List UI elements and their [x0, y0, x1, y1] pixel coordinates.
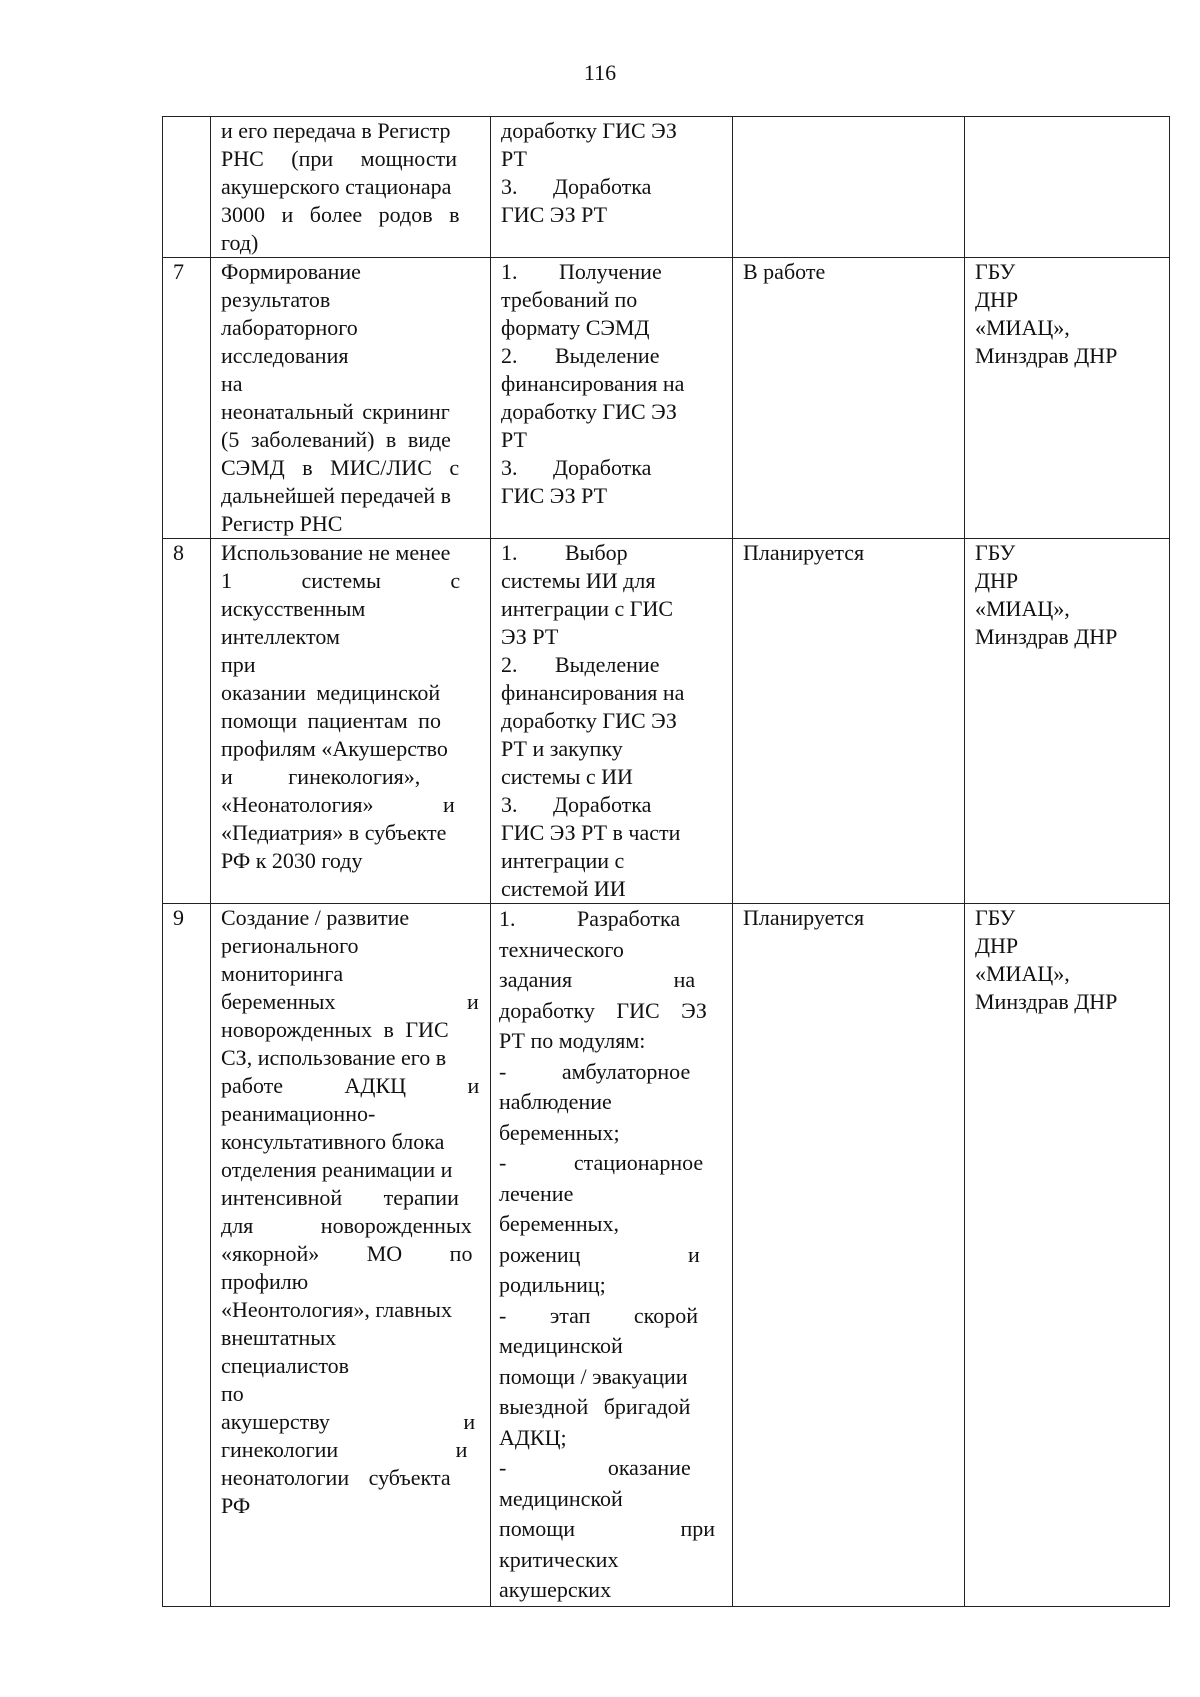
steps-line: акушерских [499, 1577, 612, 1602]
status-cell: Планируется [733, 904, 965, 1607]
task-line: работе АДКЦ и [221, 1073, 480, 1098]
steps-line: беременных; [499, 1119, 620, 1145]
measures-table [162, 116, 1170, 1607]
table-row [163, 904, 1170, 1607]
steps-line: родильниц; [499, 1272, 606, 1297]
task-line: акушерству и [221, 1409, 476, 1434]
steps-line: системы с ИИ [501, 764, 633, 789]
task-line: СЭМД в МИС/ЛИС с [221, 455, 460, 480]
task-line: дальнейшей передачей в [221, 483, 452, 508]
task-line: и гинекология», [221, 764, 421, 789]
task-line: беременных и [221, 989, 479, 1014]
executor-line: ГБУ ДНР [975, 259, 1019, 312]
steps-line: 3. Доработка [501, 455, 652, 480]
task-line: помощи пациентам по [221, 708, 441, 733]
steps-line: - амбулаторное [499, 1058, 691, 1084]
steps-line: РТ [501, 146, 527, 171]
task-line: акушерского стационара [221, 174, 452, 199]
steps-line: ГИС ЭЗ РТ [501, 483, 608, 508]
steps-line: помощи / эвакуации [499, 1363, 688, 1389]
task-line: специалистов по [221, 1353, 350, 1406]
task-line: профилю [221, 1269, 309, 1294]
steps-cell [491, 904, 733, 1607]
page-number: 116 [583, 60, 617, 85]
task-line: «Педиатрия» в субъекте [221, 820, 447, 845]
steps-line: 2. Выделение [501, 652, 660, 677]
task-line: реанимационно- [221, 1101, 376, 1126]
task-line: отделения реанимации и [221, 1157, 453, 1182]
task-line: Регистр РНС [221, 511, 343, 536]
table-row [163, 258, 1170, 539]
executor-line: «МИАЦ», [975, 961, 1070, 986]
task-line: искусственным [221, 596, 366, 621]
steps-line: рожениц и [499, 1241, 700, 1267]
steps-line: медицинской [499, 1485, 623, 1511]
row-number [163, 117, 211, 258]
steps-line: - стационарное [499, 1150, 704, 1175]
row-number: 8 [163, 539, 211, 904]
steps-line: системой ИИ [501, 876, 626, 901]
steps-line: интеграции с [501, 848, 625, 873]
executor-line: ГБУ ДНР [975, 905, 1019, 958]
task-line: Создание / развитие [221, 905, 410, 930]
task-line: консультативного блока [221, 1129, 445, 1154]
task-line: интеллектом при [221, 624, 340, 677]
steps-line: 3. Доработка [501, 174, 652, 199]
status-cell: Планируется [733, 539, 965, 904]
steps-line: 3. Доработка [501, 792, 652, 817]
task-line: «якорной» МО по [221, 1241, 473, 1266]
task-line: для новорожденных [221, 1213, 472, 1238]
steps-line: ГИС ЭЗ РТ [501, 202, 608, 227]
steps-line: технического [499, 936, 624, 962]
steps-line: финансирования на [501, 680, 685, 705]
steps-line: финансирования на [501, 371, 685, 396]
task-line: интенсивной терапии [221, 1185, 459, 1210]
steps-line: 1. Выбор [501, 540, 628, 565]
task-line: 1 системы с [221, 568, 461, 593]
steps-line: АДКЦ; [499, 1424, 567, 1450]
steps-line: формату СЭМД [501, 315, 650, 340]
task-line: оказании медицинской [221, 680, 441, 705]
steps-line: 1. Разработка [499, 906, 681, 931]
executor-cell [965, 539, 1170, 904]
task-line: профилям «Акушерство [221, 736, 448, 761]
executor-line: Минздрав ДНР [975, 343, 1118, 368]
steps-line: ГИС ЭЗ РТ в части [501, 820, 681, 845]
task-cell [211, 117, 491, 258]
steps-line: беременных, [499, 1211, 619, 1236]
executor-line: ГБУ ДНР [975, 540, 1019, 593]
steps-line: системы ИИ для [501, 568, 656, 593]
steps-line: доработку ГИС ЭЗ [501, 708, 677, 733]
task-line: результатов [221, 287, 331, 312]
executor-cell [965, 117, 1170, 258]
task-cell [211, 539, 491, 904]
task-line: внештатных [221, 1325, 337, 1350]
task-line: «Неонатология» и [221, 792, 455, 817]
task-line: лабораторного [221, 315, 358, 340]
steps-line: РТ [501, 427, 527, 452]
steps-cell [491, 117, 733, 258]
task-line: Использование не менее [221, 540, 451, 565]
task-line: исследования на [221, 343, 349, 396]
task-line: РФ к 2030 году [221, 848, 363, 873]
task-cell [211, 258, 491, 539]
task-line: новорожденных в ГИС [221, 1017, 449, 1042]
steps-line: лечение [499, 1180, 574, 1206]
steps-line: выездной бригадой [499, 1394, 691, 1419]
task-line: неонатологии субъекта [221, 1465, 451, 1490]
steps-line: РТ по модулям: [499, 1028, 646, 1053]
steps-line: наблюдение [499, 1089, 612, 1114]
status-cell: В работе [733, 258, 965, 539]
task-line: (5 заболеваний) в виде [221, 427, 451, 452]
steps-line: задания на [499, 967, 696, 992]
task-line: мониторинга [221, 961, 344, 986]
executor-cell [965, 904, 1170, 1607]
steps-line: интеграции с ГИС [501, 596, 674, 621]
steps-line: 2. Выделение [501, 343, 660, 368]
executor-line: «МИАЦ», [975, 315, 1070, 340]
steps-line: требований по [501, 287, 638, 312]
executor-cell [965, 258, 1170, 539]
steps-line: 1. Получение [501, 259, 662, 284]
row-number: 7 [163, 258, 211, 539]
steps-line: критических [499, 1546, 619, 1572]
steps-line: - этап скорой [499, 1302, 699, 1328]
executor-line: «МИАЦ», [975, 596, 1070, 621]
task-line: гинекологии и [221, 1437, 468, 1462]
steps-line: - оказание [499, 1455, 691, 1480]
steps-line: доработку ГИС ЭЗ [501, 399, 677, 424]
executor-line: Минздрав ДНР [975, 989, 1118, 1014]
steps-line: медицинской [499, 1333, 623, 1358]
steps-cell [491, 258, 733, 539]
task-line: неонатальный скрининг [221, 399, 450, 424]
task-line: регионального [221, 933, 359, 958]
executor-line: Минздрав ДНР [975, 624, 1118, 649]
task-line: и его передача в Регистр [221, 118, 451, 143]
steps-cell [491, 539, 733, 904]
table-row [163, 117, 1170, 258]
task-cell [211, 904, 491, 1607]
task-line: СЗ, использование его в [221, 1045, 447, 1070]
steps-line: ЭЗ РТ [501, 624, 559, 649]
task-line: «Неонтология», главных [221, 1297, 452, 1322]
steps-line: доработку ГИС ЭЗ [499, 997, 707, 1023]
task-line: 3000 и более родов в [221, 202, 460, 227]
task-line: год) [221, 230, 259, 255]
steps-line: помощи при [499, 1516, 716, 1541]
task-line: РФ [221, 1493, 251, 1518]
table-row [163, 539, 1170, 904]
row-number: 9 [163, 904, 211, 1607]
steps-line: РТ и закупку [501, 736, 623, 761]
steps-line: доработку ГИС ЭЗ [501, 118, 677, 143]
status-cell [733, 117, 965, 258]
task-line: Формирование [221, 259, 361, 284]
task-line: РНС (при мощности [221, 146, 458, 171]
